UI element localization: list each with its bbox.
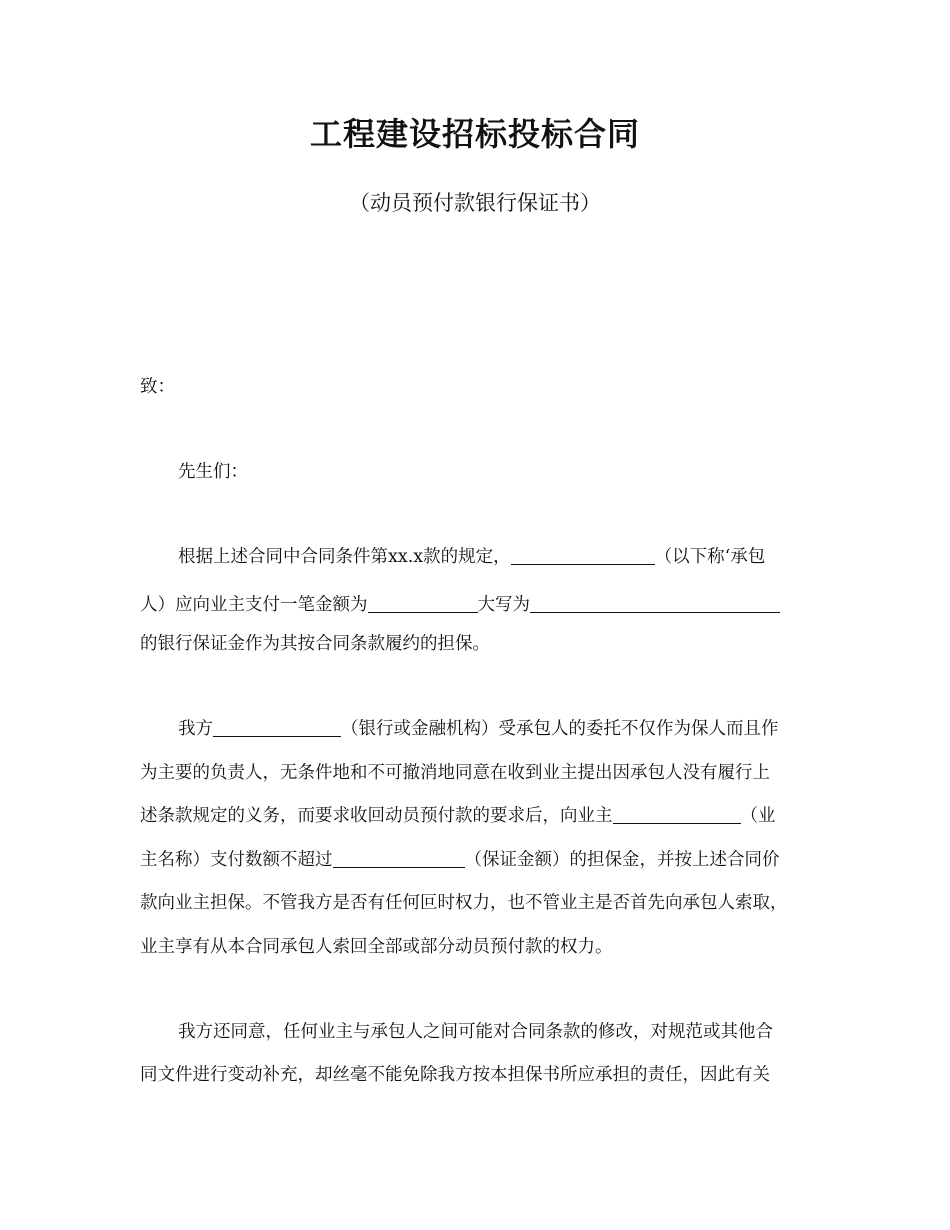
para2-text: 我方 [178,719,213,739]
salutation-to: 致： [140,377,175,397]
para2-line1 [178,714,779,744]
guarantee-amount-blank [333,849,465,868]
document-title: 工程建设招标投标合同 [309,115,640,153]
amount-in-words-blank [530,594,780,613]
employer-name-blank [613,805,741,824]
document-subtitle: （动员预付款银行保证书） [349,191,601,215]
para2-text: （业 [740,806,776,826]
amount-blank [368,594,478,613]
para2-line5: 款向业主担保。不管我方是否有任何叵时权力，也不管业主是否首先向承包人索取， [140,893,788,913]
para2-line3 [140,801,776,831]
para1-line3: 的银行保证金作为其按合同条款履约的担保。 [140,634,490,654]
para2-text: 述条款规定的义务，而要求收回动员预付款的要求后，向业主 [140,806,613,826]
para1-line1 [178,542,765,572]
contractor-name-blank [511,546,655,565]
para2-line4 [140,845,780,875]
para1-text: 根据上述合同中合同条件第xx.x款的规定， [178,547,511,567]
para2-text: 主名称）支付数额不超过 [140,850,333,870]
bank-name-blank [213,718,341,737]
para1-text: 大写为 [477,595,530,615]
greeting: 先生们： [178,462,248,482]
para2-text: （银行或金融机构）受承包人的委托不仅作为保人而且作 [341,719,779,739]
para2-line2: 为主要的负责人，无条件地和不可撤消地同意在收到业主提出因承包人没有履行上 [140,763,770,783]
para1-text: 人）应向业主支付一笔金额为 [140,595,368,615]
para3-line1: 我方还同意，任何业主与承包人之间可能对合同条款的修改，对规范或其他合 [178,1022,773,1042]
para2-text: （保证金额）的担保金，并按上述合同价 [464,850,780,870]
para1-line2 [140,590,780,620]
para3-line2: 同文件进行变动补充，却丝毫不能免除我方按本担保书所应承担的责任，因此有关 [140,1065,770,1085]
para1-text: （以下称‘承包 [654,547,766,567]
para2-line6: 业主享有从本合同承包人索回全部或部分动员预付款的权力。 [140,937,613,957]
